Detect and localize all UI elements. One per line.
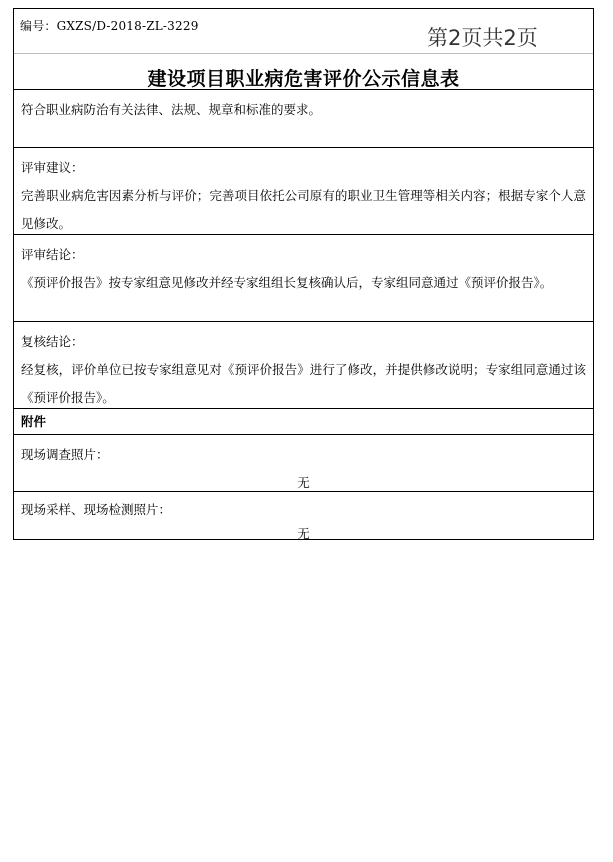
review-suggestions-label: 评审建议： <box>21 160 84 175</box>
info-form <box>13 8 594 540</box>
compliance-section <box>14 90 593 148</box>
page-title: 建设项目职业病危害评价公示信息表 <box>147 68 460 90</box>
review-conclusion-section <box>14 235 593 322</box>
site-sampling-value: 无 <box>297 526 310 541</box>
site-survey-value: 无 <box>297 475 310 490</box>
review-suggestions-section <box>14 148 593 235</box>
site-sampling-section <box>14 492 593 539</box>
review-suggestions-text: 完善职业病危害因素分析与评价；完善项目依托公司原有的职业卫生管理等相关内容；根据专家个人意见修改。 <box>21 188 586 231</box>
recheck-conclusion-section <box>14 322 593 409</box>
page-indicator: 第2页共2页 <box>427 26 538 50</box>
site-survey-label: 现场调查照片： <box>21 447 109 462</box>
header-divider <box>14 53 593 54</box>
review-conclusion-label: 评审结论： <box>21 247 84 262</box>
attachments-label: 附件 <box>21 414 47 429</box>
compliance-text: 符合职业病防治有关法律、法规、规章和标准的要求。 <box>21 102 322 117</box>
document-number: 编号：GXZS/D-2018-ZL-3229 <box>20 19 199 33</box>
attachments-header <box>14 409 593 435</box>
review-conclusion-text: 《预评价报告》按专家组意见修改并经专家组组长复核确认后，专家组同意通过《预评价报告》。 <box>21 275 553 290</box>
site-survey-section <box>14 435 593 492</box>
site-sampling-label: 现场采样、现场检测照片： <box>21 502 172 517</box>
recheck-conclusion-text: 经复核，评价单位已按专家组意见对《预评价报告》进行了修改，并提供修改说明；专家组同意通过该《预评价报告》。 <box>21 362 586 405</box>
recheck-conclusion-label: 复核结论： <box>21 334 84 349</box>
